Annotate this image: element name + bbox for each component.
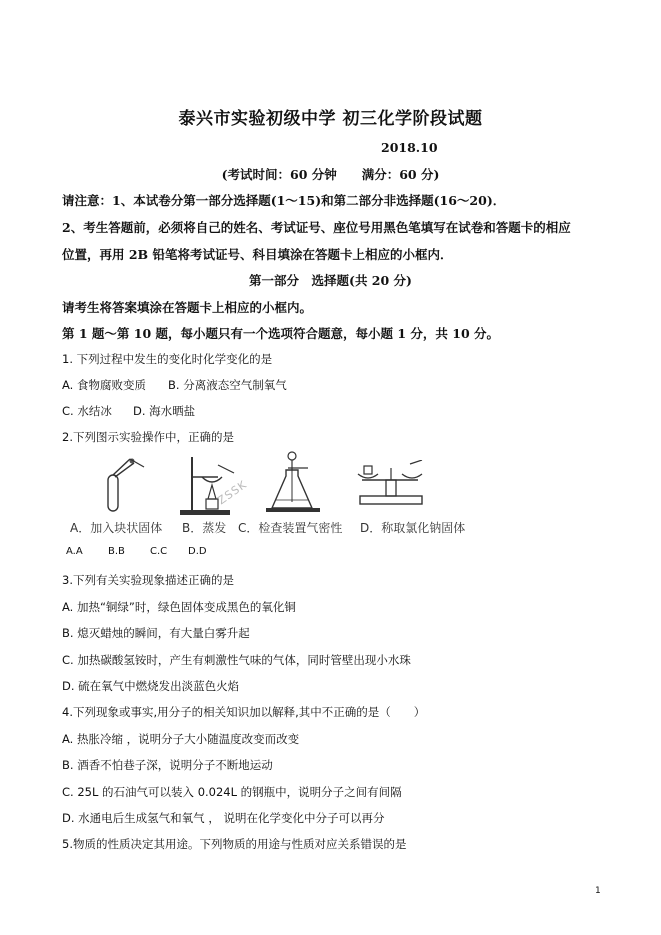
question-3-option-c: C. 加热碳酸氢铵时，产生有刺激性气味的气体，同时管壁出现小水珠 bbox=[62, 653, 411, 667]
question-1-stem: 1. 下列过程中发生的变化时化学变化的是 bbox=[62, 352, 273, 366]
exam-date: 2018.10 bbox=[381, 140, 438, 155]
note-line-1: 请注意：1、本试卷分第一部分选择题(1～15)和第二部分非选择题(16～20)． bbox=[62, 193, 506, 208]
figure-caption-a: A．加入块状固体 bbox=[70, 521, 163, 535]
watermark-text: ZSSK bbox=[215, 477, 250, 508]
question-4-option-a: A. 热胀冷缩 ，说明分子大小随温度改变而改变 bbox=[62, 732, 300, 746]
question-1-option-b: B. 分离液态空气制氧气 bbox=[168, 378, 287, 392]
section-instruction-1: 请考生将答案填涂在答题卡上相应的小框内。 bbox=[62, 300, 313, 315]
question-4-option-b: B. 酒香不怕巷子深，说明分子不断地运动 bbox=[62, 758, 273, 772]
question-2-stem: 2.下列图示实验操作中，正确的是 bbox=[62, 430, 234, 444]
section-instruction-2: 第 1 题～第 10 题，每小题只有一个选项符合题意，每小题 1 分，共 10 分。 bbox=[62, 326, 500, 341]
question-4-option-c: C. 25L 的石油气可以装入 0.024L 的钢瓶中，说明分子之间有间隔 bbox=[62, 785, 402, 799]
figure-caption-c: C．检查装置气密性 bbox=[238, 521, 343, 535]
apparatus-d-balance-figure bbox=[356, 460, 428, 510]
figure-caption-b: B．蒸发 bbox=[182, 521, 227, 535]
apparatus-c-airtightness-figure bbox=[262, 450, 332, 516]
note-line-2: 2、考生答题前，必须将自己的姓名、考试证号、座位号用黑色笔填写在试卷和答题卡的相应 bbox=[62, 220, 571, 235]
question-2-option-d: D.D bbox=[188, 546, 207, 557]
question-2-option-a: A.A bbox=[66, 546, 83, 557]
question-3-option-b: B. 熄灭蜡烛的瞬间，有大量白雾升起 bbox=[62, 626, 250, 640]
question-3-option-a: A. 加热“铜绿”时，绿色固体变成黑色的氧化铜 bbox=[62, 600, 296, 614]
note-line-3: 位置，再用 2B 铅笔将考试证号、科目填涂在答题卡上相应的小框内． bbox=[62, 247, 453, 262]
question-1-option-c: C. 水结冰 bbox=[62, 404, 112, 418]
question-5-stem: 5.物质的性质决定其用途。下列物质的用途与性质对应关系错误的是 bbox=[62, 837, 407, 851]
section-title: 第一部分 选择题(共 20 分) bbox=[249, 273, 412, 288]
question-4-option-d: D. 水通电后生成氢气和氧气 ， 说明在化学变化中分子可以再分 bbox=[62, 811, 385, 825]
question-2-option-b: B.B bbox=[108, 546, 125, 557]
question-4-stem: 4.下列现象或事实,用分子的相关知识加以解释,其中不正确的是（ ） bbox=[62, 705, 426, 719]
page-title: 泰兴市实验初级中学 初三化学阶段试题 bbox=[178, 109, 483, 129]
page-number: 1 bbox=[595, 886, 601, 896]
question-3-stem: 3.下列有关实验现象描述正确的是 bbox=[62, 573, 234, 587]
exam-info: (考试时间：60 分钟 满分：60 分) bbox=[221, 167, 440, 182]
question-2-option-c: C.C bbox=[150, 546, 168, 557]
question-1-option-d: D. 海水晒盐 bbox=[133, 404, 196, 418]
question-1-option-a: A. 食物腐败变质 bbox=[62, 378, 146, 392]
apparatus-a-test-tube-figure bbox=[100, 455, 160, 515]
figure-caption-d: D．称取氯化钠固体 bbox=[360, 521, 466, 535]
question-3-option-d: D. 硫在氧气中燃烧发出淡蓝色火焰 bbox=[62, 679, 240, 693]
